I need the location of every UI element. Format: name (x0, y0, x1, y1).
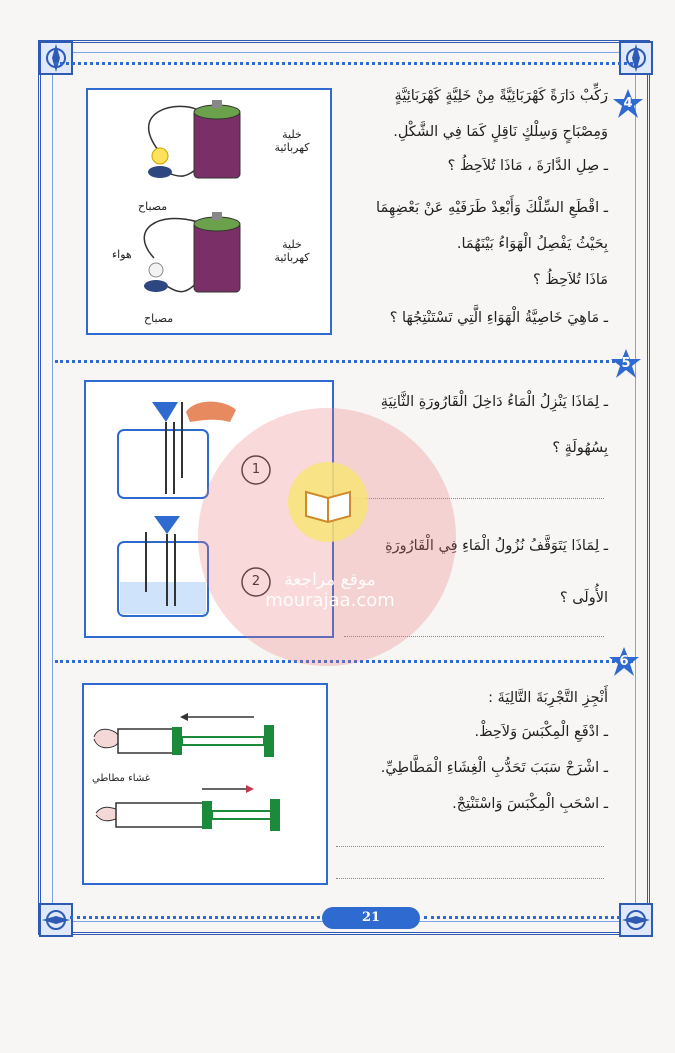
label-cell-bottom: خلية كهربائية (274, 238, 310, 264)
corner-ornament-bottom-right (616, 900, 656, 940)
corner-ornament-top-right (616, 38, 656, 78)
section-5-line: بِسُهُولَةٍ ؟ (552, 440, 608, 456)
section-6-number: 6 (619, 654, 629, 669)
corner-ornament-top-left (36, 38, 76, 78)
syringe-illustration (84, 685, 326, 883)
answer-line[interactable] (336, 846, 604, 848)
section-4-line: ـ مَاهِيَ خَاصِيَّةُ الْهَوَاءِ الَّتِي تَسْتَنْتِجُهَا ؟ (389, 310, 608, 326)
circuit-illustration (88, 90, 330, 333)
section-4-line: مَاذَا تُلاَحِظُ ؟ (533, 272, 608, 288)
label-lamp-top: مصباح (138, 200, 168, 213)
section-4-line: وَمِصْبَاحٍ وَسِلْكٍ نَاقِلٍ كَمَا فِي الشَّكْلِ. (393, 124, 608, 140)
page-number: 21 (322, 907, 420, 929)
section-4-badge (612, 88, 644, 120)
section-4-text (340, 88, 608, 338)
section-divider (55, 360, 633, 367)
label-bottle-2: 2 (251, 574, 261, 589)
section-5-line: الأُولَى ؟ (559, 590, 608, 606)
section-6-text (340, 690, 608, 840)
section-4-line: رَكِّبْ دَارَةً كَهْرَبَائِيَّةً مِنْ خَلِيَّةٍ كَهْرَبَائِيَّةٍ (394, 88, 608, 104)
section-4-line: ـ صِلِ الدَّارَةَ ، مَاذَا تُلاَحِظُ ؟ (447, 158, 608, 174)
top-divider (55, 62, 633, 69)
section-4-line: ـ اقْطَعِ السِّلْكَ وَأَبْعِدْ طَرَفَيْهِ عَنْ بَعْضِهِمَا (376, 200, 608, 216)
watermark-text-arabic: موقع مراجعة (284, 570, 376, 590)
section-6-badge (608, 646, 640, 678)
section-5-line: ـ لِمَاذَا يَنْزِلُ الْمَاءُ دَاخِلَ الْقَارُورَةِ الثَّانِيَةِ (380, 394, 608, 410)
section-4-line: بِحَيْثُ يَفْصِلُ الْهَوَاءُ بَيْنَهُمَا. (456, 236, 608, 252)
section-5-number: 5 (621, 356, 631, 371)
label-membrane: غشاء مطاطي (92, 773, 150, 784)
footer-divider-right (424, 916, 620, 923)
label-lamp-bottom: مصباح (144, 312, 174, 325)
watermark-text-latin: mourajaa.com (265, 590, 395, 611)
answer-line[interactable] (336, 878, 604, 880)
section-5-badge (610, 348, 642, 380)
watermark-book-icon (288, 462, 368, 542)
section-6-line: أَنْجِزِ التَّجْرِبَةَ التَّالِيَةَ : (488, 690, 608, 706)
section-6-line: ـ اسْحَبِ الْمِكْبَسَ وَاسْتَنْتِجْ. (452, 796, 608, 812)
footer-divider-left (70, 916, 320, 923)
figure-electric-circuit (86, 88, 332, 335)
section-6-line: ـ اشْرَحْ سَبَبَ تَحَدُّبِ الْغِشَاءِ الْمَطَّاطِيِّ. (380, 760, 608, 776)
label-cell-top: خلية كهربائية (274, 128, 310, 154)
section-6-line: ـ ادْفَعِ الْمِكْبَسَ وَلاَحِظْ. (474, 724, 608, 740)
section-4-number: 4 (623, 96, 633, 111)
label-air: هواء (112, 248, 132, 261)
figure-syringe (82, 683, 328, 885)
section-5-line: ـ لِمَاذَا يَتَوَقَّفُ نُزُولُ الْمَاءِ فِي الْقَارُورَةِ (385, 538, 608, 554)
label-bottle-1: 1 (251, 462, 261, 477)
